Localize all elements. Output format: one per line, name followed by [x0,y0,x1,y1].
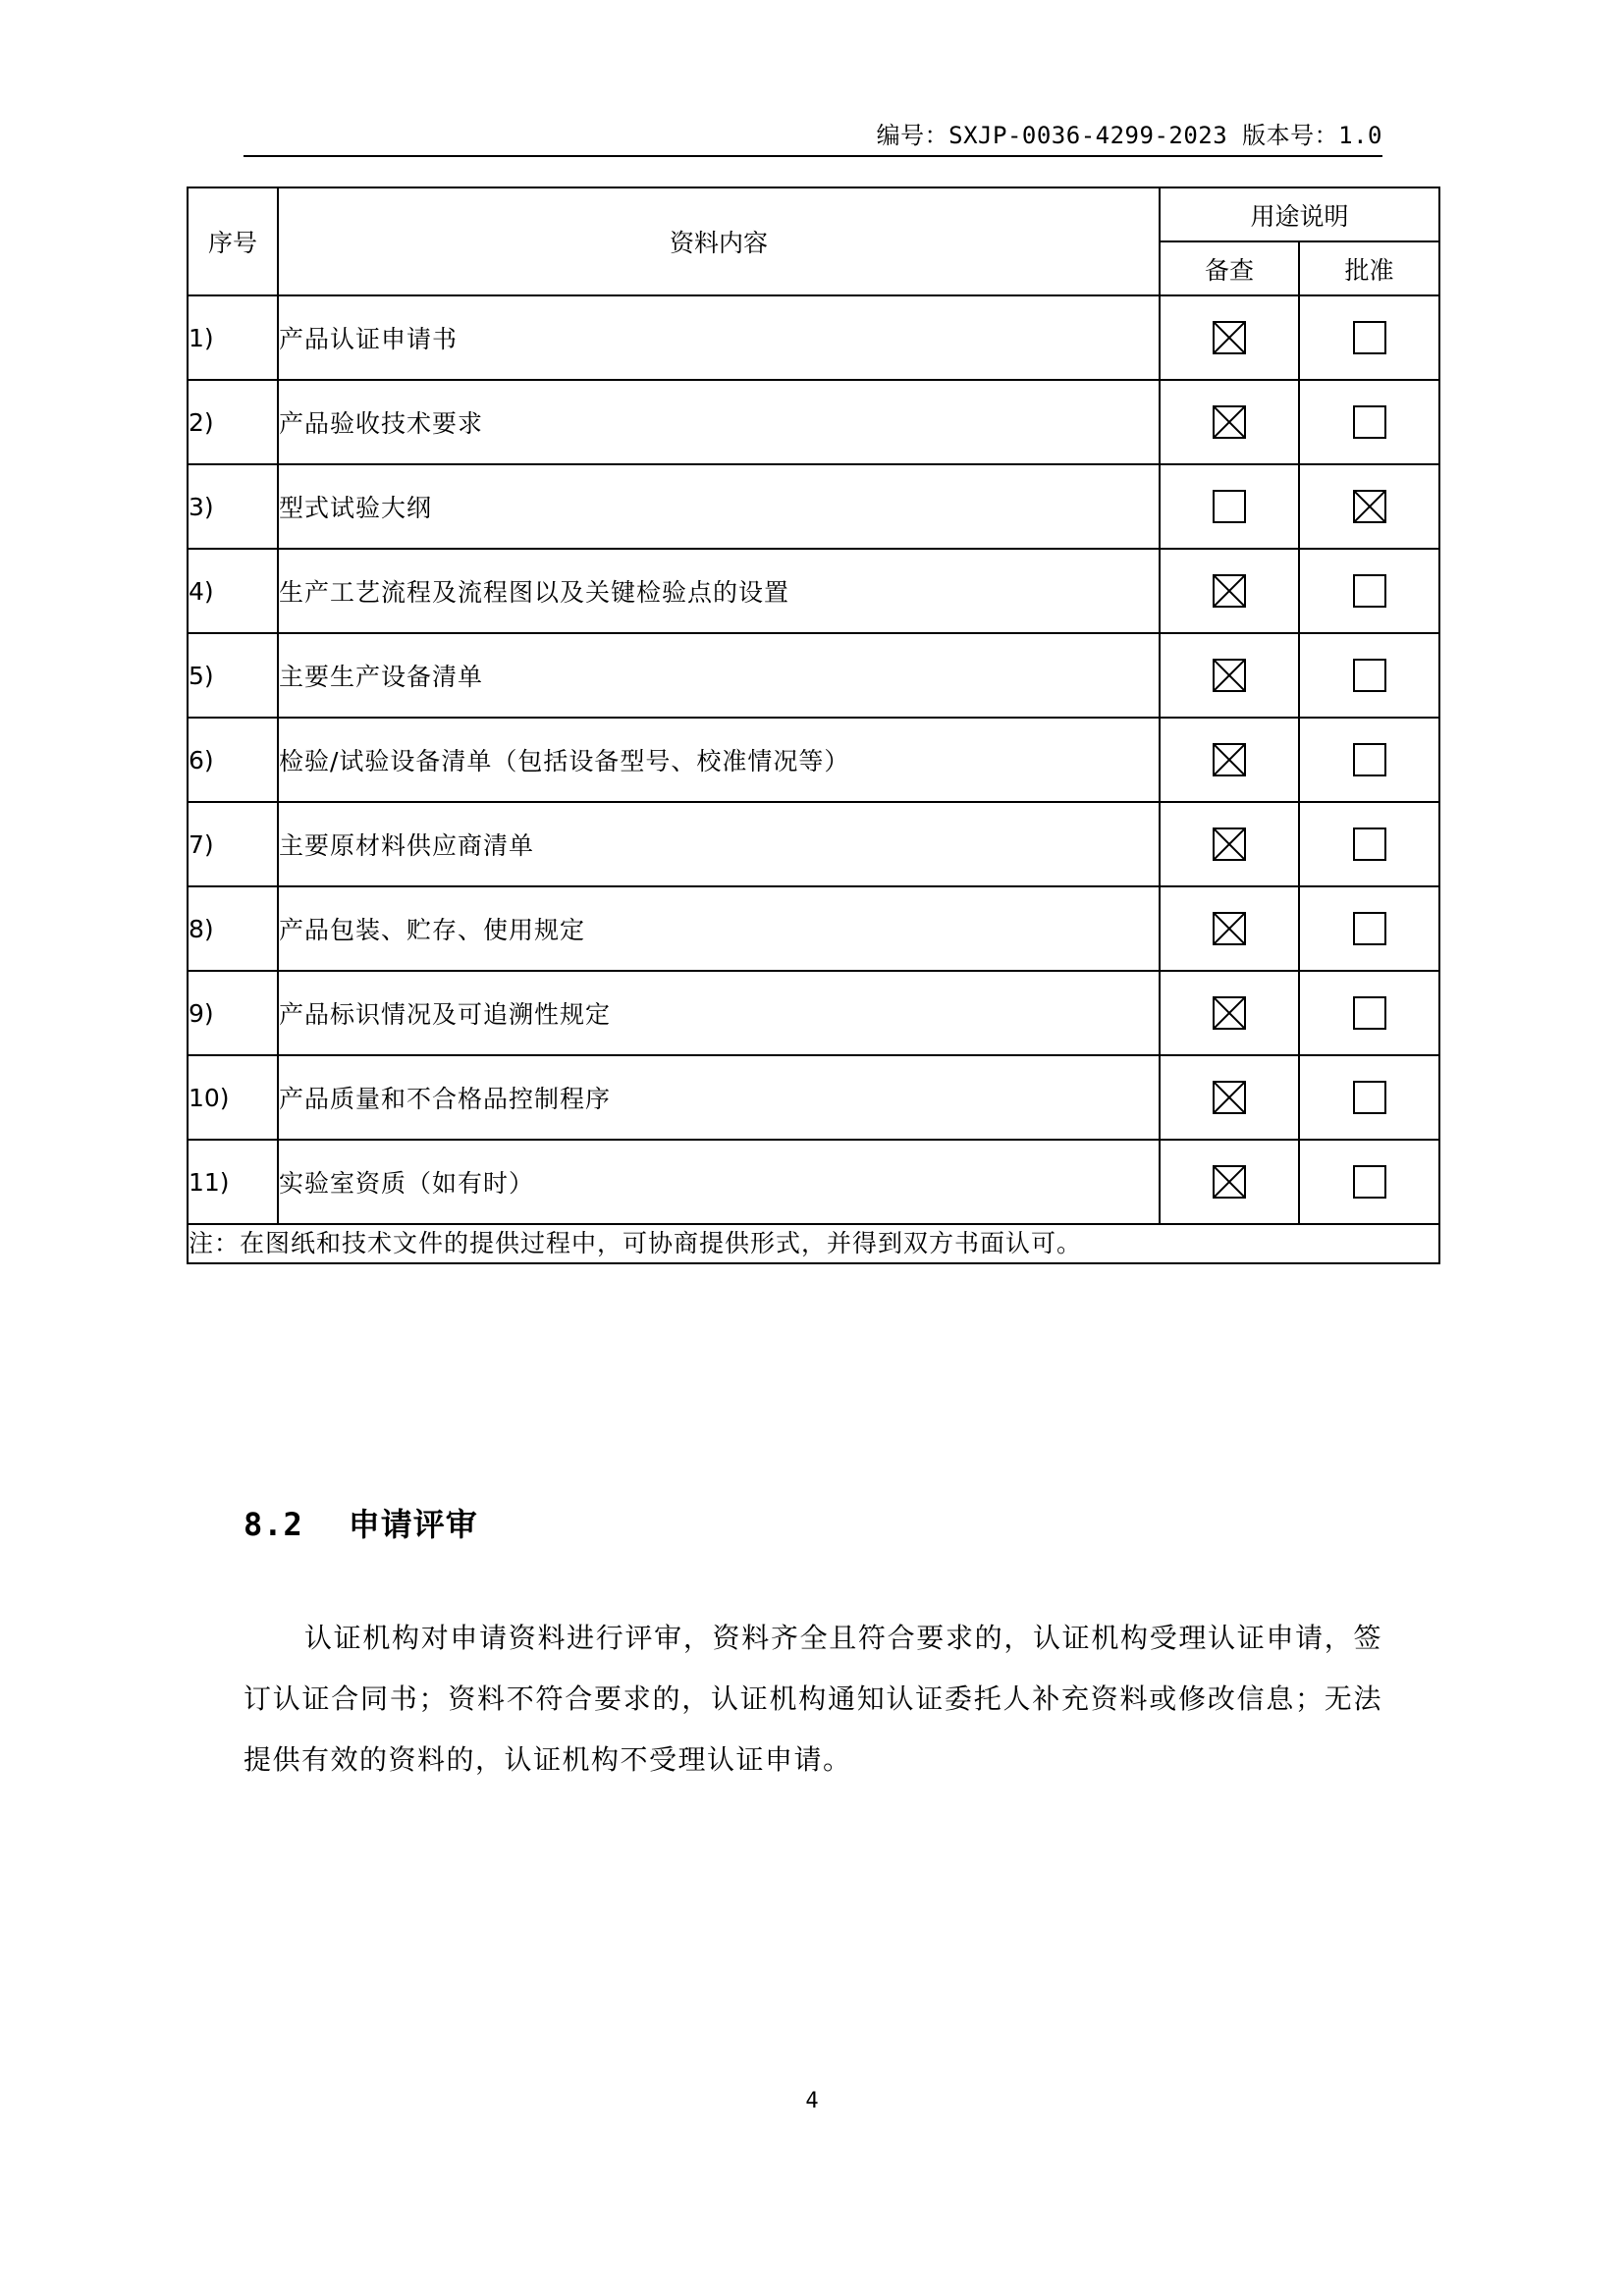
checkbox-checked-icon[interactable] [1213,659,1246,692]
pizhun-cell [1299,886,1439,971]
section-paragraph: 认证机构对申请资料进行评审，资料齐全且符合要求的，认证机构受理认证申请，签订认证合同书；资料不符合要求的，认证机构通知认证委托人补充资料或修改信息；无法提供有效的资料的，认证机构不受理认证申请。 [244,1622,1382,1776]
checkbox-checked-icon[interactable] [1213,996,1246,1030]
checkbox-checked-icon[interactable] [1213,1165,1246,1199]
header-divider [244,155,1382,157]
beicha-cell [1160,802,1299,886]
row-content: 主要生产设备清单 [278,633,1160,718]
row-content: 检验/试验设备清单（包括设备型号、校准情况等） [278,718,1160,802]
pizhun-cell [1299,633,1439,718]
checkbox-checked-icon[interactable] [1353,490,1386,523]
beicha-cell [1160,295,1299,380]
beicha-cell [1160,380,1299,464]
table-row [188,802,1439,886]
table-row [188,1140,1439,1224]
row-content: 产品验收技术要求 [278,380,1160,464]
beicha-cell [1160,718,1299,802]
materials-table-wrapper [187,187,1438,1264]
row-index: 2) [188,380,278,464]
row-content: 生产工艺流程及流程图以及关键检验点的设置 [278,549,1160,633]
row-index: 7) [188,802,278,886]
checkbox-icon[interactable] [1353,405,1386,439]
row-index: 1) [188,295,278,380]
row-content: 产品包装、贮存、使用规定 [278,886,1160,971]
table-row [188,464,1439,549]
checkbox-checked-icon[interactable] [1213,828,1246,861]
table-row [188,380,1439,464]
row-index: 4) [188,549,278,633]
beicha-cell [1160,549,1299,633]
beicha-cell [1160,1140,1299,1224]
checkbox-checked-icon[interactable] [1213,405,1246,439]
table-row [188,295,1439,380]
checkbox-checked-icon[interactable] [1213,743,1246,776]
row-content: 主要原材料供应商清单 [278,802,1160,886]
pizhun-cell [1299,380,1439,464]
checkbox-icon[interactable] [1353,996,1386,1030]
pizhun-cell [1299,295,1439,380]
pizhun-cell [1299,971,1439,1055]
beicha-cell [1160,464,1299,549]
table-header-row-1 [188,187,1439,241]
header-cell-pizhun: 批准 [1299,241,1439,295]
row-content: 产品标识情况及可追溯性规定 [278,971,1160,1055]
checkbox-icon[interactable] [1213,490,1246,523]
checkbox-icon[interactable] [1353,659,1386,692]
materials-table [187,187,1440,1264]
checkbox-icon[interactable] [1353,1081,1386,1114]
table-row [188,1055,1439,1140]
beicha-cell [1160,971,1299,1055]
row-index: 3) [188,464,278,549]
table-row [188,633,1439,718]
checkbox-checked-icon[interactable] [1213,574,1246,608]
checkbox-icon[interactable] [1353,912,1386,945]
page-number: 4 [805,2089,819,2113]
table-row [188,971,1439,1055]
header-cell-purpose: 用途说明 [1160,187,1439,241]
document-header-code: 编号：SXJP-0036-4299-2023 版本号：1.0 [876,122,1382,149]
section-heading [244,1500,478,1545]
checkbox-icon[interactable] [1353,828,1386,861]
pizhun-cell [1299,718,1439,802]
table-row [188,549,1439,633]
pizhun-cell [1299,549,1439,633]
pizhun-cell [1299,464,1439,549]
row-index: 9) [188,971,278,1055]
checkbox-icon[interactable] [1353,574,1386,608]
row-content: 实验室资质（如有时） [278,1140,1160,1224]
row-content: 产品质量和不合格品控制程序 [278,1055,1160,1140]
checkbox-icon[interactable] [1353,321,1386,354]
beicha-cell [1160,886,1299,971]
section-title: 申请评审 [348,1506,478,1543]
row-index: 8) [188,886,278,971]
table-note: 注：在图纸和技术文件的提供过程中，可协商提供形式，并得到双方书面认可。 [188,1224,1439,1263]
table-row [188,886,1439,971]
header-cell-beicha: 备查 [1160,241,1299,295]
header-cell-no: 序号 [188,187,278,295]
pizhun-cell [1299,1055,1439,1140]
table-note-row [188,1224,1439,1263]
row-index: 6) [188,718,278,802]
pizhun-cell [1299,802,1439,886]
checkbox-checked-icon[interactable] [1213,1081,1246,1114]
checkbox-icon[interactable] [1353,1165,1386,1199]
table-row [188,718,1439,802]
checkbox-checked-icon[interactable] [1213,321,1246,354]
beicha-cell [1160,633,1299,718]
pizhun-cell [1299,1140,1439,1224]
row-content: 产品认证申请书 [278,295,1160,380]
row-content: 型式试验大纲 [278,464,1160,549]
row-index: 11) [188,1140,278,1224]
row-index: 10) [188,1055,278,1140]
section-number: 8.2 [244,1506,303,1543]
row-index: 5) [188,633,278,718]
checkbox-checked-icon[interactable] [1213,912,1246,945]
checkbox-icon[interactable] [1353,743,1386,776]
header-cell-content: 资料内容 [278,187,1160,295]
beicha-cell [1160,1055,1299,1140]
